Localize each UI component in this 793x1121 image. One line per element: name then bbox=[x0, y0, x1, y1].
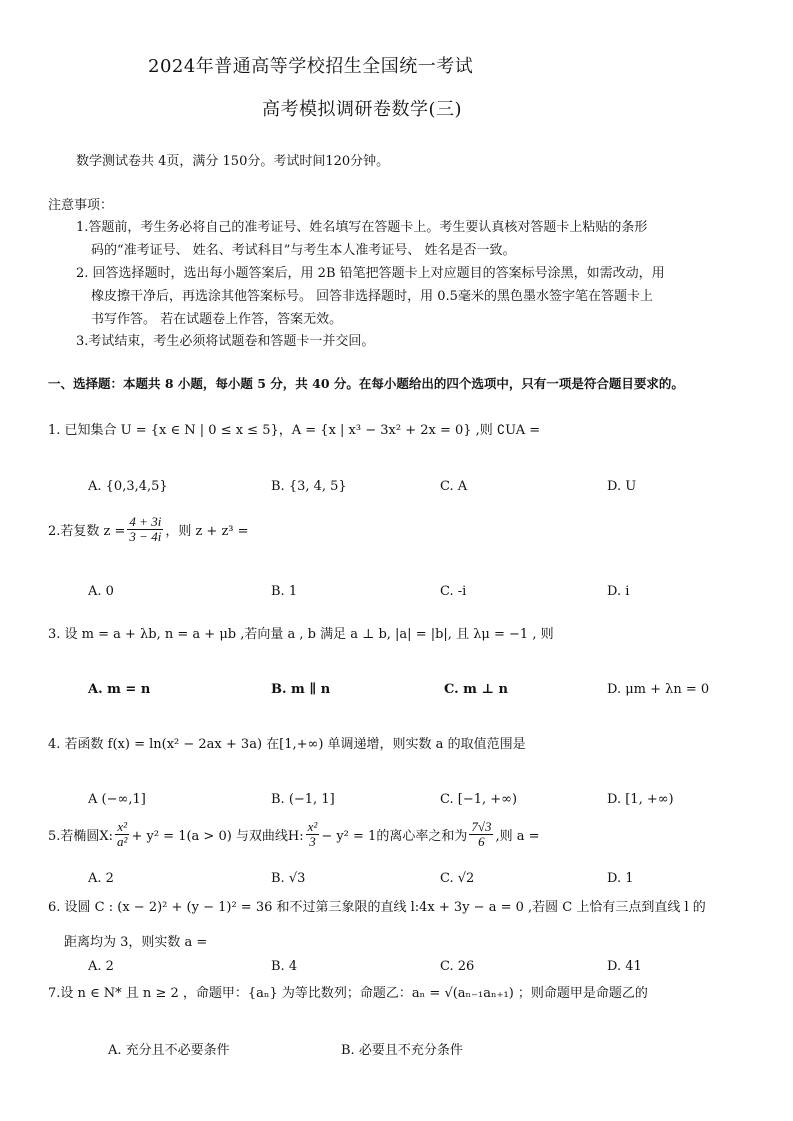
question-1-option-a: A. {0,3,4,5} bbox=[88, 479, 168, 494]
question-2-fraction-denominator: 3 − 4i bbox=[129, 528, 162, 544]
question-5-sum-fraction bbox=[469, 820, 493, 848]
question-2-option-c: C. -i bbox=[440, 584, 467, 599]
question-2-stem-post: ，则 z + z³ = bbox=[165, 523, 249, 539]
question-6-option-c: C. 26 bbox=[440, 959, 475, 974]
question-4-option-b: B. (−1, 1] bbox=[271, 792, 335, 807]
question-1-option-b: B. {3, 4, 5} bbox=[271, 479, 347, 494]
question-5-option-b: B. √3 bbox=[271, 871, 306, 886]
question-5-option-c: C. √2 bbox=[440, 871, 475, 886]
exam-subtitle: 高考模拟调研卷数学(三) bbox=[262, 99, 463, 120]
question-5-sum-denominator: 6 bbox=[478, 833, 485, 849]
question-2-fraction bbox=[127, 515, 163, 543]
exam-intro: 数学测试卷共 4页，满分 150分。考试时间120分钟。 bbox=[76, 154, 390, 169]
question-2-option-b: B. 1 bbox=[271, 584, 298, 599]
question-2-stem bbox=[48, 515, 249, 543]
question-4-option-d: D. [1, +∞) bbox=[607, 792, 674, 807]
question-2-stem-pre: 2.若复数 z = bbox=[48, 523, 126, 539]
section-heading: 一、选择题：本题共 8 小题，每小题 5 分，共 40 分。在每小题给出的四个选项中，只有一项是符合题目要求的。 bbox=[48, 376, 684, 391]
question-3-stem: 3. 设 m = a + λb, n = a + μb ,若向量 a , b 满足 a ⊥ b, |a| = |b|, 且 λμ = −1 , 则 bbox=[48, 627, 554, 642]
question-1-option-d: D. U bbox=[607, 479, 637, 494]
question-5-ellipse-denominator: a² bbox=[117, 833, 128, 849]
question-4-stem: 4. 若函数 f(x) = ln(x² − 2ax + 3a) 在[1,+∞) 单调递增，则实数 a 的取值范围是 bbox=[48, 737, 526, 752]
question-5-stem-c: − y² = 1的离心率之和为 bbox=[321, 828, 468, 844]
question-5-option-a: A. 2 bbox=[88, 871, 114, 886]
question-7-stem: 7.设 n ∈ N* 且 n ≥ 2 ，命题甲：{aₙ} 为等比数列；命题乙：aₙ = √(aₙ₋₁aₙ₊₁) ；则命题甲是命题乙的 bbox=[48, 986, 648, 1001]
question-2-option-a: A. 0 bbox=[88, 584, 114, 599]
question-4-option-a: A (−∞,1] bbox=[88, 792, 146, 807]
note-1-line-1: 1.答题前，考生务必将自己的准考证号、姓名填写在答题卡上。考生要认真核对答题卡上粘贴的条形 bbox=[76, 220, 648, 235]
question-6-stem-line-1: 6. 设圆 C : (x − 2)² + (y − 1)² = 36 和不过第三象限的直线 l:4x + 3y − a = 0 ,若圆 C 上恰有三点到直线 l 的 bbox=[48, 900, 706, 915]
exam-title: 2024年普通高等学校招生全国统一考试 bbox=[148, 56, 474, 77]
question-5-hyperbola-numerator: x² bbox=[307, 819, 318, 834]
question-3-option-d: D. μm + λn = 0 bbox=[607, 682, 710, 697]
question-1-stem: 1. 已知集合 U = {x ∈ N | 0 ≤ x ≤ 5}，A = {x | x³ − 3x² + 2x = 0} ,则 ∁UA = bbox=[48, 423, 541, 438]
question-6-stem-line-2: 距离均为 3，则实数 a = bbox=[64, 935, 208, 950]
question-3-option-b: B. m ∥ n bbox=[271, 682, 331, 697]
question-3-option-c: C. m ⊥ n bbox=[444, 682, 508, 697]
note-1-line-2: 码的“准考证号、 姓名、考试科目”与考生本人准考证号、 姓名是否一致。 bbox=[91, 243, 516, 258]
question-6-option-a: A. 2 bbox=[88, 959, 114, 974]
note-2-line-2: 橡皮擦干净后，再选涂其他答案标号。 回答非选择题时，用 0.5毫米的黑色墨水签字笔在答题卡上 bbox=[91, 289, 653, 304]
question-5-option-d: D. 1 bbox=[607, 871, 634, 886]
note-3: 3.考试结束，考生必须将试题卷和答题卡一并交回。 bbox=[76, 334, 375, 349]
notes-heading: 注意事项： bbox=[48, 198, 114, 213]
question-5-hyperbola-fraction bbox=[306, 820, 320, 848]
question-5-ellipse-numerator: x² bbox=[117, 819, 128, 834]
note-2-line-3: 书写作答。 若在试题卷上作答，答案无效。 bbox=[91, 312, 343, 327]
question-7-option-a: A. 充分且不必要条件 bbox=[108, 1043, 230, 1058]
question-5-stem bbox=[48, 820, 540, 848]
question-5-ellipse-fraction bbox=[115, 820, 129, 848]
question-5-hyperbola-denominator: 3 bbox=[309, 833, 316, 849]
question-5-stem-a: 5.若椭圆X: bbox=[48, 828, 114, 844]
question-5-stem-b: + y² = 1(a > 0) 与双曲线H: bbox=[131, 828, 304, 844]
question-2-option-d: D. i bbox=[607, 584, 630, 599]
question-4-option-c: C. [−1, +∞) bbox=[440, 792, 518, 807]
question-5-stem-d: ,则 a = bbox=[495, 828, 540, 844]
question-2-fraction-numerator: 4 + 3i bbox=[129, 514, 162, 529]
question-3-option-a: A. m = n bbox=[88, 682, 151, 697]
question-6-option-b: B. 4 bbox=[271, 959, 298, 974]
question-7-option-b: B. 必要且不充分条件 bbox=[341, 1043, 463, 1058]
question-6-option-d: D. 41 bbox=[607, 959, 642, 974]
question-1-option-c: C. A bbox=[440, 479, 468, 494]
note-2-line-1: 2. 回答选择题时，选出每小题答案后，用 2B 铅笔把答题卡上对应题目的答案标号涂黑，如需改动，用 bbox=[76, 266, 665, 281]
question-5-sum-numerator: 7√3 bbox=[471, 819, 492, 834]
